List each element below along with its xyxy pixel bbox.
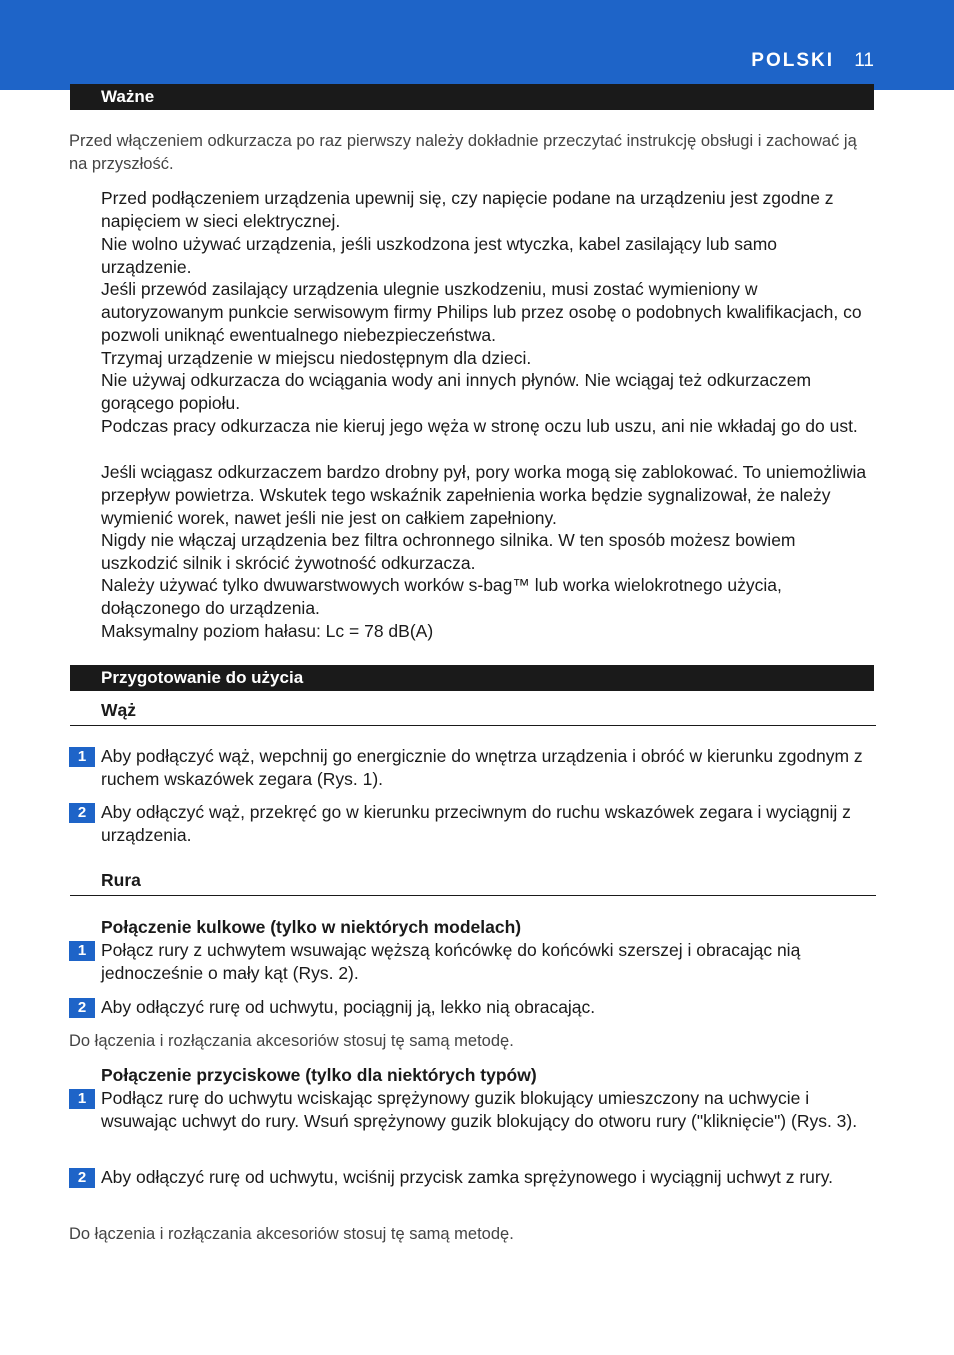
page-header-bar xyxy=(0,0,954,90)
step-number: 2 xyxy=(69,1168,95,1188)
ball-joint-title: Połączenie kulkowe (tylko w niektórych modelach) xyxy=(101,917,522,937)
step-number: 1 xyxy=(69,747,95,767)
subheading-hose xyxy=(70,700,876,726)
important-intro: Przed włączeniem odkurzacza po raz pierwszy należy dokładnie przeczytać instrukcję obsługi i zachować ją na przyszłość. xyxy=(69,132,857,173)
important-item: Przed podłączeniem urządzenia upewnij się, czy napięcie podane na urządzeniu jest zgodne z napięciem w sieci elektrycznej. xyxy=(101,188,834,231)
important-item: Trzymaj urządzenie w miejscu niedostępnym dla dzieci. xyxy=(101,348,532,368)
step-number: 1 xyxy=(69,1089,95,1109)
button-joint-title: Połączenie przyciskowe (tylko dla niektórych typów) xyxy=(101,1065,537,1085)
step-number: 1 xyxy=(69,941,95,961)
language-label: POLSKI xyxy=(751,50,834,71)
important-item: Nie wolno używać urządzenia, jeśli uszkodzona jest wtyczka, kabel zasilający lub samo urządzenie. xyxy=(101,234,778,277)
step-text: Połącz rury z uchwytem wsuwając węższą końcówkę do końcówki szerszej i obracając nią jednocześnie o mały kąt (Rys. 2). xyxy=(101,940,801,983)
important-item: Jeśli wciągasz odkurzaczem bardzo drobny pył, pory worka mogą się zablokować. To uniemożliwia przepływ powietrza. Wskutek tego wskaźnik zapełnienia worka będzie sygnalizował, że należy wymienić worek, nawet jeśli nie jest on całkiem zapełniony. xyxy=(101,462,867,528)
step-text: Aby odłączyć rurę od uchwytu, pociągnij ją, lekko nią obracając. xyxy=(101,997,596,1017)
subheading-tube-label: Rura xyxy=(101,870,141,890)
page-number: 11 xyxy=(854,50,874,71)
important-item: Maksymalny poziom hałasu: Lc = 78 dB(A) xyxy=(101,621,434,641)
step-number: 2 xyxy=(69,998,95,1018)
important-item: Podczas pracy odkurzacza nie kieruj jego węża w stronę oczu lub uszu, ani nie wkładaj go do ust. xyxy=(101,416,858,436)
step-text: Aby odłączyć wąż, przekręć go w kierunku przeciwnym do ruchu wskazówek zegara i wyciągnij z urządzenia. xyxy=(101,802,851,845)
important-item: Należy używać tylko dwuwarstwowych worków s-bag™ lub worka wielokrotnego użycia, dołączonego do urządzenia. xyxy=(101,575,782,618)
important-item: Jeśli przewód zasilający urządzenia ulegnie uszkodzeniu, musi zostać wymieniony w autoryzowanym punkcie serwisowym firmy Philips lub przez osobę o podobnych kwalifikacjach, co pozwoli uniknąć ewentualnego niebezpieczeństwa. xyxy=(101,279,862,345)
subheading-hose-label: Wąż xyxy=(101,700,136,720)
step-text: Podłącz rurę do uchwytu wciskając sprężynowy guzik blokujący umieszczony na uchwycie i wsuwając uchwyt do rury. Wsuń sprężynowy guzik blokujący do otworu rury ("kliknięcie") (Rys. 3). xyxy=(101,1088,858,1131)
step-text: Aby podłączyć wąż, wepchnij go energicznie do wnętrza urządzenia i obróć w kierunku zgodnym z ruchem wskazówek zegara (Rys. 1). xyxy=(101,746,863,789)
section-title-preparation: Przygotowanie do użycia xyxy=(70,665,874,691)
step-text: Aby odłączyć rurę od uchwytu, wciśnij przycisk zamka sprężynowego i wyciągnij uchwyt z rury. xyxy=(101,1167,834,1187)
important-item: Nigdy nie włączaj urządzenia bez filtra ochronnego silnika. W ten sposób możesz bowiem uszkodzić silnik i skrócić żywotność odkurzacza. xyxy=(101,530,796,573)
button-joint-note: Do łączenia i rozłączania akcesoriów stosuj tę samą metodę. xyxy=(69,1225,514,1243)
important-item: Nie używaj odkurzacza do wciągania wody ani innych płynów. Nie wciągaj też odkurzaczem gorącego popiołu. xyxy=(101,370,812,413)
ball-joint-note: Do łączenia i rozłączania akcesoriów stosuj tę samą metodę. xyxy=(69,1032,514,1050)
section-title-important: Ważne xyxy=(70,84,874,110)
step-number: 2 xyxy=(69,803,95,823)
subheading-tube xyxy=(70,870,876,896)
